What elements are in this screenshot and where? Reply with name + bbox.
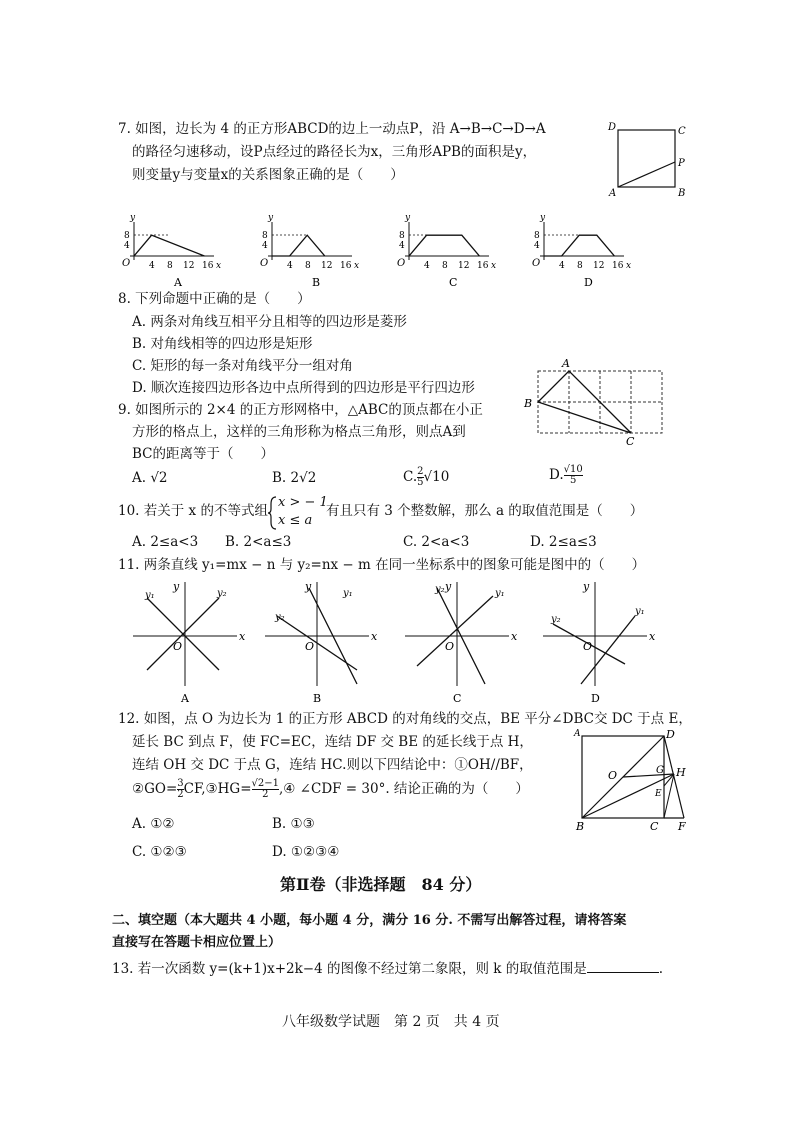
q7-line1: 7. 如图，边长为 4 的正方形ABCD的边上一动点P，沿 A→B→C→D→A xyxy=(118,121,546,137)
q10-post: 有且只有 3 个整数解，那么 a 的取值范围是（ ） xyxy=(326,503,644,519)
graph-line xyxy=(409,235,479,256)
q11-option-label: C xyxy=(453,692,462,705)
q12-option-c: C. ①②③ xyxy=(132,844,187,860)
q7-graph-2 xyxy=(397,213,496,288)
q12-label-d: D xyxy=(666,728,675,741)
tick-x16: 16 xyxy=(477,261,489,271)
q9-label-a: A xyxy=(562,357,570,370)
q10-condition-2: x ≤ a xyxy=(278,513,313,528)
q7-label-b: B xyxy=(678,188,686,199)
axis-x: x xyxy=(626,261,632,271)
q9-option-b: B. 2√2 xyxy=(272,470,317,486)
q12-label-f: F xyxy=(678,820,686,833)
q11-graph-3 xyxy=(543,580,656,705)
tick-y8: 8 xyxy=(262,231,268,241)
q11-graph-2 xyxy=(405,580,518,705)
q9-option-d: D. $\frac{√10}{5}$ xyxy=(549,464,583,486)
axis-y: y xyxy=(268,213,274,223)
origin-label: O xyxy=(173,640,183,653)
axis-y: y xyxy=(540,213,546,223)
q9-grid-figure xyxy=(518,355,668,447)
axis-y: y xyxy=(445,580,452,593)
q13-answer-blank xyxy=(587,960,659,973)
q11-option-label: D xyxy=(591,692,600,705)
q11-graph-1 xyxy=(265,580,378,705)
tick-y8: 8 xyxy=(124,231,130,241)
line-label-y2: y₂ xyxy=(435,584,445,595)
tick-x4: 4 xyxy=(559,261,565,271)
q9-option-c: C. $\frac{2}{5}$ √10 xyxy=(403,466,450,488)
q13-text: 13. 若一次函数 y=(k+1)x+2k−4 的图像不经过第二象限，则 k 的取值范围是 . xyxy=(112,961,664,977)
q8-option-d: D. 顺次连接四边形各边中点所得到的四边形是平行四边形 xyxy=(132,380,475,396)
q10-condition-1: x > − 1 xyxy=(278,495,328,510)
tick-x8: 8 xyxy=(442,261,448,271)
q9-line2: 方形的格点上，这样的三角形称为格点三角形，则点A到 xyxy=(132,424,466,440)
axis-x: x xyxy=(354,261,360,271)
q12-label-a: A xyxy=(574,729,581,739)
q7-label-c: C xyxy=(678,126,686,137)
tick-y4: 4 xyxy=(399,241,405,251)
q10-option-a: A. 2≤a<3 xyxy=(132,534,199,550)
axis-x: x xyxy=(491,261,497,271)
q11-stem: 11. 两条直线 y₁=mx − n 与 y₂=nx − m 在同一坐标系中的图象可能是图中的（ ） xyxy=(118,557,646,573)
q12-option-b: B. ①③ xyxy=(272,816,315,832)
axis-x: x xyxy=(216,261,222,271)
q9-label-b: B xyxy=(524,397,533,410)
line-label-y1: y₁ xyxy=(495,588,505,599)
q9-line1: 9. 如图所示的 2×4 的正方形网格中，△ABC的顶点都在小正 xyxy=(118,402,483,418)
origin-label: O xyxy=(260,258,269,269)
section-sub-1: 二、填空题（本大题共 4 小题，每小题 4 分，满分 16 分. 不需写出解答过程，请将答案 xyxy=(112,913,627,928)
tick-x12: 12 xyxy=(593,261,605,271)
line-label-y2: y₂ xyxy=(551,614,561,625)
q12-line2: 延长 BC 到点 F，使 FC=EC，连结 DF 交 BE 的延长线于点 H， xyxy=(132,734,533,750)
tick-y8: 8 xyxy=(534,231,540,241)
axis-y: y xyxy=(173,580,180,593)
q10-option-d: D. 2≤a≤3 xyxy=(530,534,597,550)
q7-graph-1 xyxy=(260,213,359,288)
tick-x12: 12 xyxy=(321,261,333,271)
q12-line1: 12. 如图，点 O 为边长为 1 的正方形 ABCD 的对角线的交点，BE 平分∠DBC交 DC 于点 E， xyxy=(118,711,692,727)
tick-x8: 8 xyxy=(167,261,173,271)
tick-x16: 16 xyxy=(202,261,214,271)
axis-x: x xyxy=(511,630,518,643)
tick-x4: 4 xyxy=(149,261,155,271)
q12-option-a: A. ①② xyxy=(132,816,175,832)
q7-graph-options xyxy=(112,188,632,288)
tick-x8: 8 xyxy=(577,261,583,271)
q8-option-c: C. 矩形的每一条对角线平分一组对角 xyxy=(132,358,353,374)
q8-stem: 8. 下列命题中正确的是（ ） xyxy=(118,291,311,307)
axis-y: y xyxy=(130,213,136,223)
q11-option-label: B xyxy=(313,692,322,705)
tick-y8: 8 xyxy=(399,231,405,241)
axis-x: x xyxy=(649,630,656,643)
line-label-y2: y₂ xyxy=(217,588,227,599)
line-label-y1: y₁ xyxy=(145,590,155,601)
q10-brace xyxy=(268,496,278,530)
origin-label: O xyxy=(532,258,541,269)
origin-label: O xyxy=(583,640,593,653)
tick-x4: 4 xyxy=(424,261,430,271)
q10-option-c: C. 2<a<3 xyxy=(403,534,470,550)
graph-line xyxy=(272,235,325,256)
q10-option-b: B. 2<a≤3 xyxy=(225,534,292,550)
origin-label: O xyxy=(445,640,455,653)
tick-x16: 16 xyxy=(340,261,352,271)
graph-line xyxy=(134,235,204,256)
section-sub-2: 直接写在答题卡相应位置上） xyxy=(112,935,282,950)
q12-label-o: O xyxy=(608,769,618,782)
q8-option-b: B. 对角线相等的四边形是矩形 xyxy=(132,336,313,352)
line-2 xyxy=(417,596,493,666)
q12-label-b: B xyxy=(576,820,585,833)
axis-x: x xyxy=(239,630,246,643)
page-footer: 八年级数学试题 第 2 页 共 4 页 xyxy=(282,1014,500,1030)
graph-line xyxy=(544,235,614,256)
origin-label: O xyxy=(122,258,131,269)
tick-x8: 8 xyxy=(305,261,311,271)
q11-graph-options xyxy=(130,574,670,706)
tick-x12: 12 xyxy=(458,261,470,271)
line-label-y1: y₁ xyxy=(635,606,645,617)
q7-line2: 的路径匀速移动，设P点经过的路径长为x，三角形APB的面积是y， xyxy=(132,144,537,160)
q7-label-d: D xyxy=(608,122,617,133)
tick-x12: 12 xyxy=(183,261,195,271)
q9-option-a: A. √2 xyxy=(132,470,168,486)
q7-option-label: C xyxy=(449,276,458,288)
tick-x4: 4 xyxy=(287,261,293,271)
tick-x16: 16 xyxy=(612,261,624,271)
q12-label-h: H xyxy=(676,766,686,779)
axis-y: y xyxy=(405,213,411,223)
q10-pre: 10. 若关于 x 的不等式组 xyxy=(118,503,268,519)
q7-option-label: B xyxy=(312,276,321,288)
line-label-y1: y₁ xyxy=(343,588,353,599)
q12-line4: ②GO= $\frac{3}{2}$ CF,③HG= $\frac{√2-1}{2}$ ,④ ∠CDF = 30°. 结论正确的为（ ） xyxy=(132,778,529,800)
tick-y4: 4 xyxy=(124,241,130,251)
q12-square-figure xyxy=(572,726,696,836)
axis-y: y xyxy=(305,580,312,593)
q9-label-c: C xyxy=(626,435,635,447)
q12-label-g: G xyxy=(656,765,664,776)
q7-label-a: A xyxy=(609,188,617,199)
q12-option-d: D. ①②③④ xyxy=(272,844,340,860)
section-title: 第Ⅱ卷（非选择题 84 分） xyxy=(280,875,482,894)
tick-y4: 4 xyxy=(262,241,268,251)
q7-option-label: A xyxy=(174,276,182,288)
q8-option-a: A. 两条对角线互相平分且相等的四边形是菱形 xyxy=(132,314,407,330)
line-label-y2: y₂ xyxy=(275,612,285,623)
q11-graph-0 xyxy=(133,580,246,705)
q11-option-label: A xyxy=(181,692,189,705)
q7-option-label: D xyxy=(584,276,593,288)
origin-label: O xyxy=(397,258,406,269)
q9-line3: BC的距离等于（ ） xyxy=(132,446,275,462)
q7-line3: 则变量y与变量x的关系图象正确的是（ ） xyxy=(132,167,404,183)
q12-label-e: E xyxy=(655,789,662,799)
q12-line3: 连结 OH 交 DC 于点 G，连结 HC.则以下四结论中：①OH//BF， xyxy=(132,757,533,773)
q7-graph-3 xyxy=(532,213,631,288)
origin-label: O xyxy=(305,640,315,653)
q7-label-p: P xyxy=(678,158,685,169)
tick-y4: 4 xyxy=(534,241,540,251)
q12-label-c: C xyxy=(650,820,659,833)
q7-graph-0 xyxy=(122,213,221,288)
axis-x: x xyxy=(371,630,378,643)
axis-y: y xyxy=(583,580,590,593)
